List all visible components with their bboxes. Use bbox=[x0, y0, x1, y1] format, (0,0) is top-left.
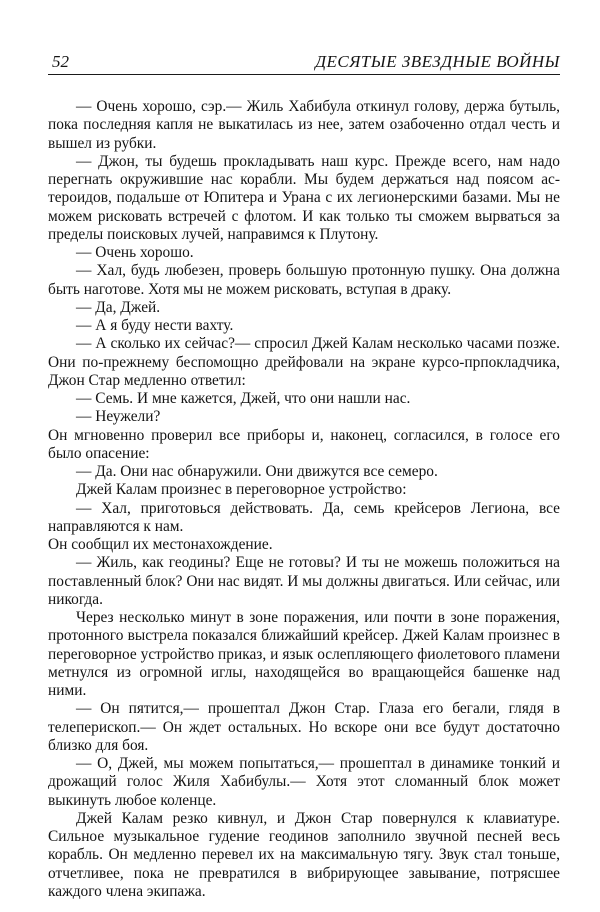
paragraph: — О, Джей, мы можем попытаться,— прошептал в динамике тонкий и дрожащий голос Жиля Хабибулы.— Хотя этот сломанный блок может выкинуть любое коленце. bbox=[48, 755, 560, 809]
paragraph: — Джон, ты будешь прокладывать наш курс. Прежде всего, нам надо перегнать окружившие нас корабли. Мы будем держаться над поясом астероидов, подальше от Юпитера и Урана с их легионерскими базами. Мы не можем рисковать встречей с флотом. И как только ты сможем вырваться за пределы поисковых лучей, направимся к Плутону. bbox=[48, 152, 560, 243]
body-text bbox=[48, 98, 560, 901]
paragraph: Джей Калам произнес в переговорное устройство: bbox=[76, 481, 407, 499]
paragraph: — Да, Джей. bbox=[76, 298, 161, 316]
paragraph: Через несколько минут в зоне поражения, или почти в зоне поражения, протонного выстрела показался ближайший крейсер. Джей Калам произнес в переговорное устройство приказ, и язык ослепляющего фиолетового пламени метнулся из огромной иглы, находящейся во вращающейся башенке над ними. bbox=[48, 609, 560, 699]
book-page bbox=[48, 44, 560, 900]
page-number: 52 bbox=[52, 52, 69, 71]
page-header bbox=[48, 44, 560, 72]
paragraph: — А сколько их сейчас?— спросил Джей Калам несколько часами позже. Они по-прежнему беспомощно дрейфовали на экране курсо-прпокладчика, Джон Стар медленно ответил: bbox=[48, 335, 560, 389]
paragraph: Он мгновенно проверил все приборы и, наконец, согласился, в голосе его было опасение: bbox=[48, 426, 560, 462]
paragraph: Джей Калам резко кивнул, и Джон Стар повернулся к клавиатуре. Сильное музыкальное гудение геодинов заполнило звучной песней весь корабль. Он медленно перевел их на максимальную тягу. Звук стал тоньше, отчетливее, пока не превратился в вибрирующее завывание, потрясшее каждого члена экипажа. bbox=[48, 809, 560, 900]
paragraph: Он сообщил их местонахождение. bbox=[48, 536, 273, 553]
paragraph: — Очень хорошо. bbox=[76, 244, 194, 261]
paragraph: — Неужели? bbox=[76, 408, 161, 426]
paragraph: — Очень хорошо, сэр.— Жиль Хабибула откинул голову, держа бутыль, пока последняя капля не выкатилась из нее, затем озабоченно отдал честь и вышел из рубки. bbox=[48, 98, 560, 152]
paragraph: — Хал, будь любезен, проверь большую протонную пушку. Она должна быть наготове. Хотя мы не можем рисковать, вступая в драку. bbox=[48, 262, 560, 298]
running-title: ДЕСЯТЫЕ ЗВЕЗДНЫЕ ВОЙНЫ bbox=[315, 52, 560, 71]
paragraph: — Семь. И мне кажется, Джей, что они нашли нас. bbox=[76, 390, 411, 407]
paragraph: — Жиль, как геодины? Еще не готовы? И ты не можешь положиться на поставленный блок? Они нас видят. И мы должны двигаться. Или сейчас, или никогда. bbox=[48, 554, 560, 608]
paragraph: — А я буду нести вахту. bbox=[76, 317, 234, 334]
paragraph: — Хал, приготовься действовать. Да, семь крейсеров Легиона, все направляются к нам. bbox=[48, 499, 560, 535]
paragraph: — Он пятится,— прошептал Джон Стар. Глаза его бегали, глядя в телеперископ.— Он ждет остальных. Но вскоре они все будут достаточно близко для боя. bbox=[48, 700, 560, 754]
header-rule bbox=[48, 74, 560, 75]
paragraph: — Да. Они нас обнаружили. Они движутся все семеро. bbox=[76, 463, 438, 480]
